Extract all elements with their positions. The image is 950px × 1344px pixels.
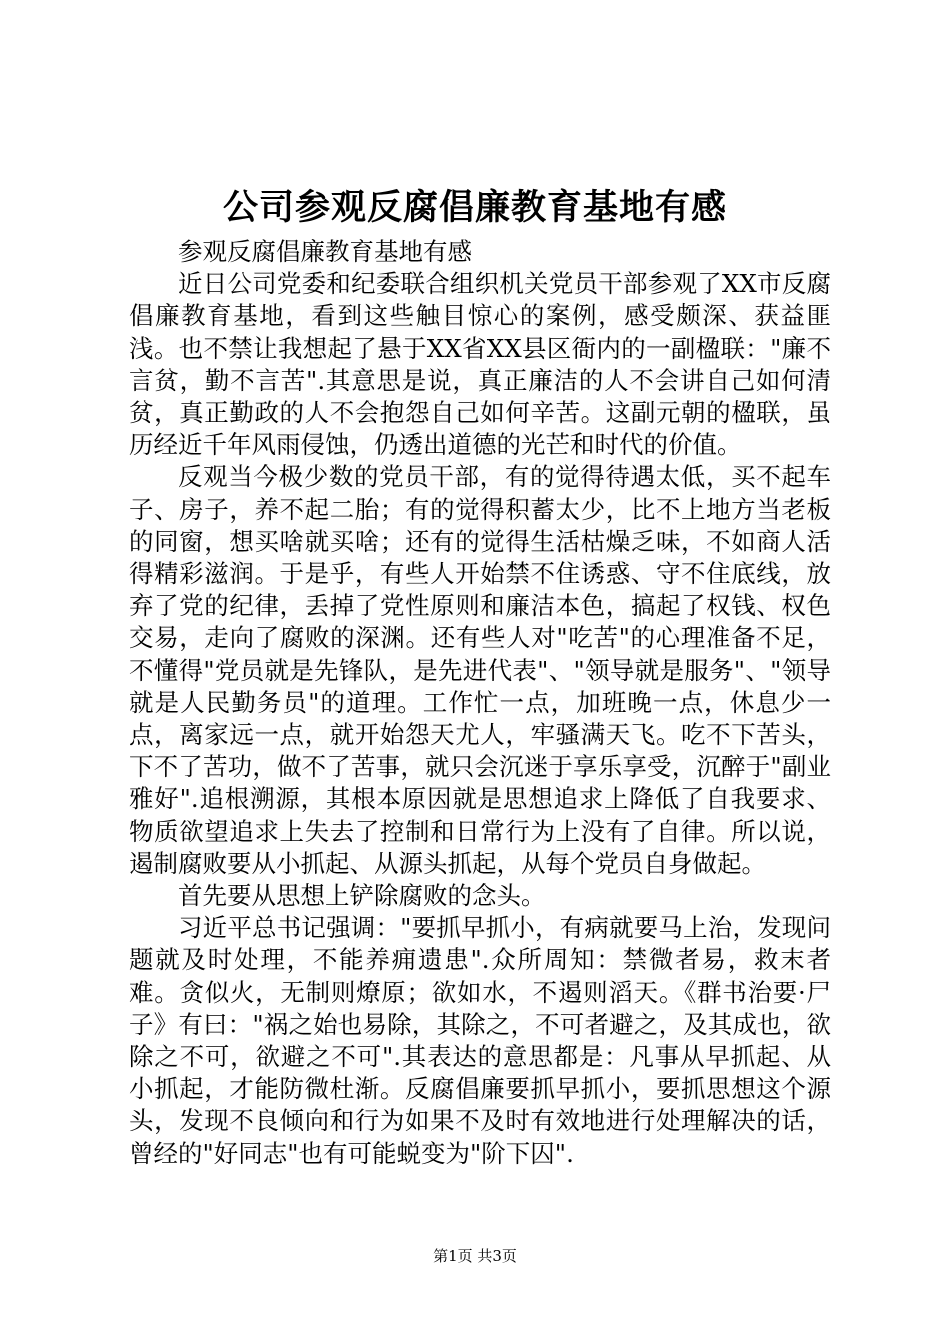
body-paragraph: 参观反腐倡廉教育基地有感: [178, 237, 472, 266]
page-number-footer: 第1页 共3页: [433, 1247, 517, 1265]
document-body: [129, 236, 831, 1170]
body-paragraph: 反观当今极少数的党员干部，有的觉得待遇太低，买不起车子、房子，养不起二胎；有的觉得积蓄太少，比不上地方当老板的同窗，想买啥就买啥；还有的觉得生活枯燥乏味，不如商人活得精彩滋润。于是乎，有些人开始禁不住诱惑、守不住底线，放弃了党的纪律，丢掉了党性原则和廉洁本色，搞起了权钱、权色交易，走向了腐败的深渊。还有些人对"吃苦"的心理准备不足，不懂得"党员就是先锋队，是先进代表"、"领导就是服务"、"领导就是人民勤务员"的道理。工作忙一点，加班晚一点，休息少一点，离家远一点，就开始怨天尤人，牢骚满天飞。吃不下苦头，下不了苦功，做不了苦事，就只会沉迷于享乐享受，沉醉于"副业雅好".追根溯源，其根本原因就是思想追求上降低了自我要求、物质欲望追求上失去了控制和日常行为上没有了自律。所以说，遏制腐败要从小抓起、从源头抓起，从每个党员自身做起。: [129, 462, 831, 878]
document-title: 公司参观反腐倡廉教育基地有感: [222, 187, 727, 228]
body-paragraph: 首先要从思想上铲除腐败的念头。: [178, 881, 546, 911]
body-paragraph: 习近平总书记强调："要抓早抓小，有病就要马上治，发现问题就及时处理，不能养痈遗患".众所周知：禁微者易，救末者难。贪似火，无制则燎原；欲如水，不遏则滔天。《群书治要·尸子》有曰："祸之始也易除，其除之，不可者避之，及其成也，欲除之不可，欲避之不可".其表达的意思都是：凡事从早抓起、从小抓起，才能防微杜渐。反腐倡廉要抓早抓小，要抓思想这个源头，发现不良倾向和行为如果不及时有效地进行处理解决的话，曾经的"好同志"也有可能蜕变为"阶下囚".: [129, 913, 831, 1168]
body-paragraph: 近日公司党委和纪委联合组织机关党员干部参观了XX市反腐倡廉教育基地，看到这些触目惊心的案例，感受颇深、获益匪浅。也不禁让我想起了悬于XX省XX县区衙内的一副楹联："廉不言贫，勤不言苦".其意思是说，真正廉洁的人不会讲自己如何清贫，真正勤政的人不会抱怨自己如何辛苦。这副元朝的楹联，虽历经近千年风雨侵蚀，仍透出道德的光芒和时代的价值。: [129, 269, 831, 460]
